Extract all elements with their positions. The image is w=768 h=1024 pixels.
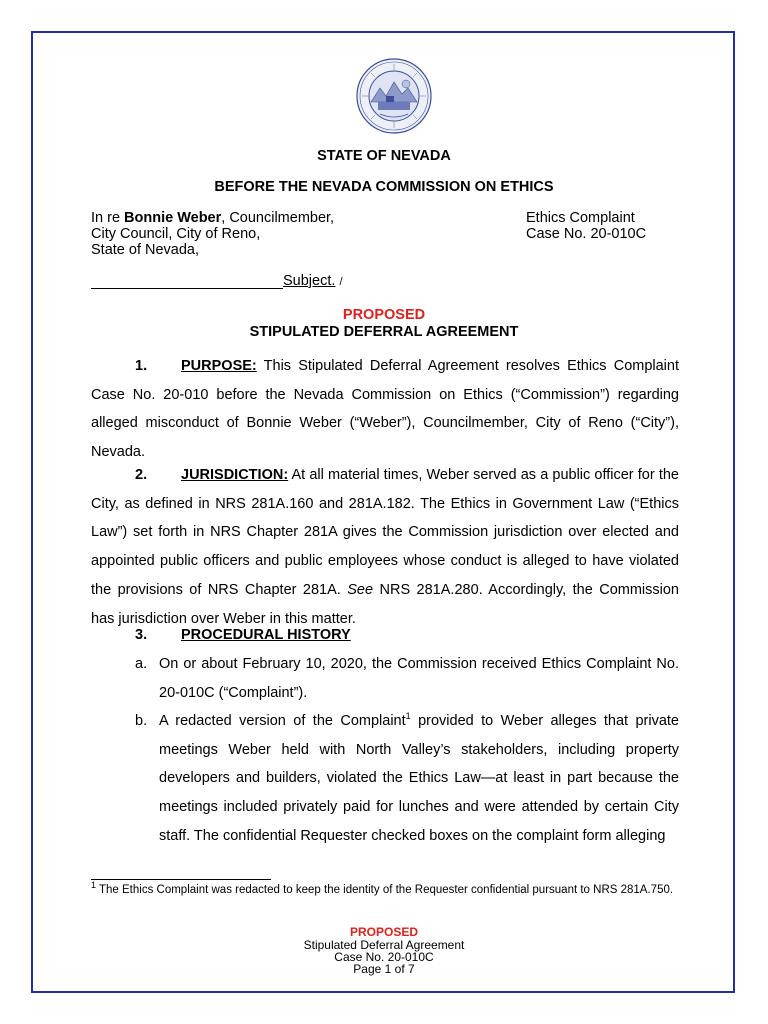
list-item-b: b. A redacted version of the Complaint$^1$ provided to Weber alleges that private meetings Weber held with North Valley’s stakeholders, including property developers and builders, violated the Ethics Law—at least in part because the meetings included privately paid for lunches and were attended by certain City staff. The confidential Requester checked boxes on the complaint form alleging [135, 711, 679, 844]
footer-title: Stipulated Deferral Agreement [303, 938, 465, 952]
proposed-label: PROPOSED [342, 307, 426, 323]
list-item-a: a. On or about February 10, 2020, the Commission received Ethics Complaint No. 20-010C (“Complaint”). [135, 656, 679, 701]
footer-page-number: Page 1 of 7 [353, 962, 415, 976]
signature-rule [91, 274, 283, 289]
subject-line: Subject. / [91, 273, 343, 289]
section-procedural-history-heading: 3. PROCEDURAL HISTORY [135, 627, 351, 643]
state-heading: STATE OF NEVADA [317, 148, 451, 164]
footer-proposed: PROPOSED [349, 925, 418, 939]
section-jurisdiction: 2. JURISDICTION: At all material times, Weber served as a public officer for the City, as defined in NRS 281A.160 and 281A.182. The Ethics in Government Law (“Ethics Law”) set forth in NRS Chapter 281A gives the Commission jurisdiction over elected and appointed public officers and public employees whose conduct is alleged to have violated the provisions of NRS Chapter 281A. See NRS 281A.280. Accordingly, the Commission has jurisdiction over Weber in this matter. [91, 467, 679, 627]
nevada-state-seal [356, 58, 432, 134]
respondent-name: Bonnie Weber [124, 210, 222, 226]
commission-heading: BEFORE THE NEVADA COMMISSION ON ETHICS [214, 179, 554, 195]
case-caption-number: Ethics Complaint Case No. 20-010C [526, 210, 647, 242]
section-purpose: 1. PURPOSE: This Stipulated Deferral Agreement resolves Ethics Complaint Case No. 20-010 before the Nevada Commission on Ethics (“Commission”) regarding alleged misconduct of Bonnie Weber (“Weber”), Councilmember, City of Reno (“City”), Nevada. [91, 358, 679, 461]
footer-case-number: Case No. 20-010C [334, 950, 434, 964]
footnote-divider [91, 879, 271, 880]
footnote-reference: 1 [405, 711, 411, 722]
case-caption-parties: In re Bonnie Weber, Councilmember, City Council, City of Reno, State of Nevada, [91, 210, 335, 258]
footnote: $^1$ The Ethics Complaint was redacted to keep the identity of the Requester confidential pursuant to NRS 281A.750. [91, 880, 674, 896]
document-title: STIPULATED DEFERRAL AGREEMENT [249, 324, 519, 340]
